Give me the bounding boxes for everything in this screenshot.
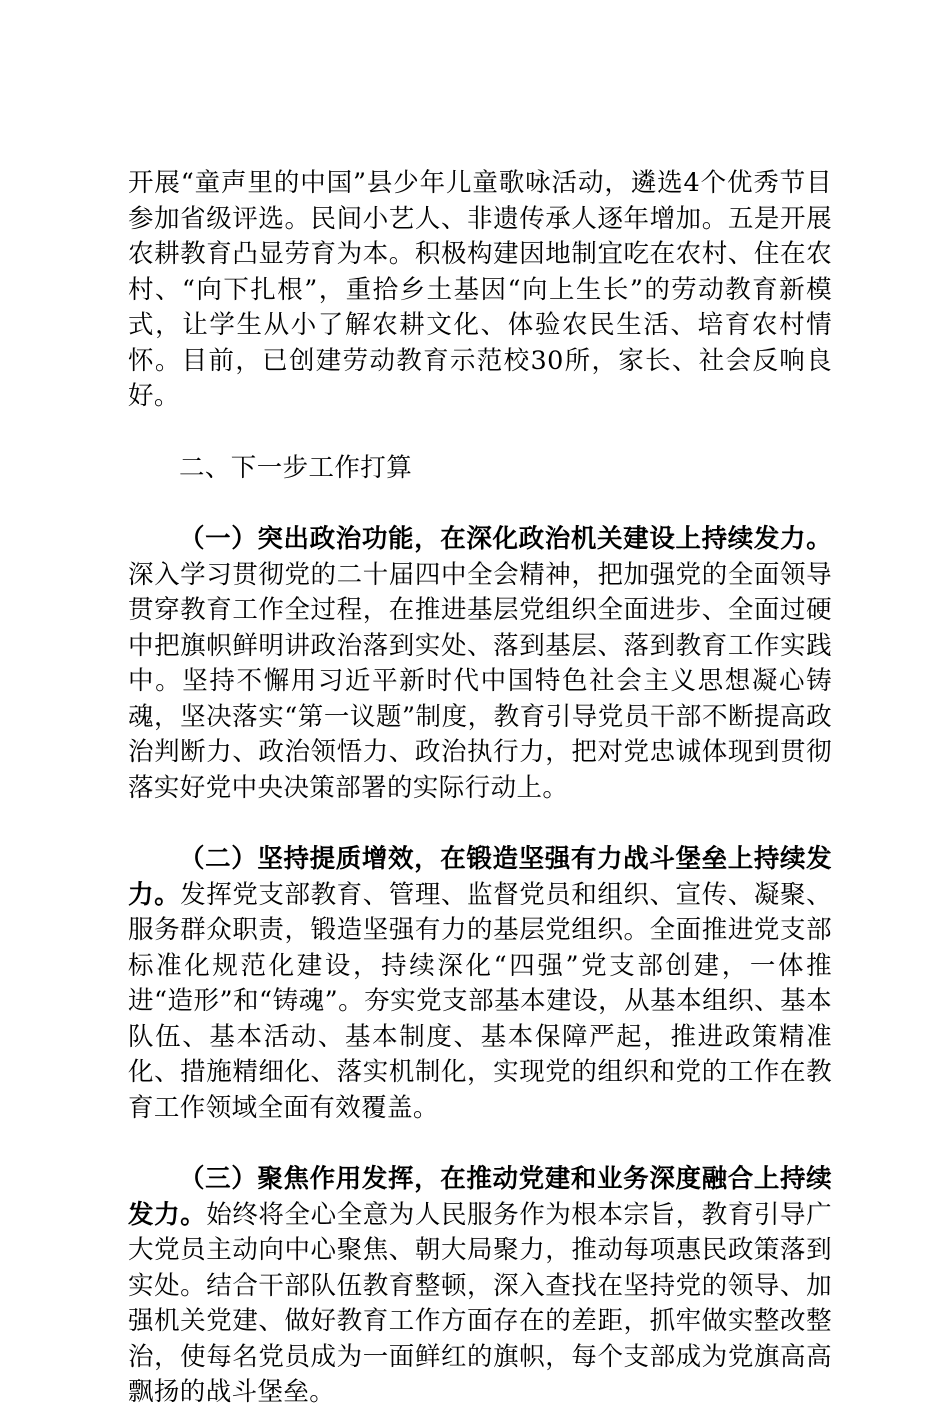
item-3-title: （三）聚焦作用发挥，在推动党建和业务深度融合上持续发力。 <box>128 1164 832 1230</box>
item-1-title: （一）突出政治功能，在深化政治机关建设上持续发力。 <box>179 524 832 554</box>
item-1-body: 深入学习贯彻党的二十届四中全会精神，把加强党的全面领导贯穿教育工作全过程，在推进基层党组织全面进步、全面过硬中把旗帜鲜明讲政治落到实处、落到基层、落到教育工作实践中。坚持不懈用习近平新时代中国特色社会主义思想凝心铸魂，坚决落实“第一议题”制度，教育引导党员干部不断提高政治判断力、政治领悟力、政治执行力，把对党忠诚体现到贯彻落实好党中央决策部署的实际行动上。 <box>128 559 832 803</box>
paragraph-item-3 <box>128 1162 832 1411</box>
item-2-body: 发挥党支部教育、管理、监督党员和组织、宣传、凝聚、服务群众职责，锻造坚强有力的基层党组织。全面推进党支部标准化规范化建设，持续深化“四强”党支部创建，一体推进“造形”和“铸魂”。夯实党支部基本建设，从基本组织、基本队伍、基本活动、基本制度、基本保障严起，推进政策精准化、措施精细化、落实机制化，实现党的组织和党的工作在教育工作领域全面有效覆盖。 <box>128 879 832 1123</box>
paragraph-item-2 <box>128 842 832 1126</box>
paragraph-item-1 <box>128 522 832 806</box>
section-heading: 二、下一步工作打算 <box>179 452 413 483</box>
paragraph-continuation: 开展“童声里的中国”县少年儿童歌咏活动，遴选4个优秀节目参加省级评选。民间小艺人、非遗传承人逐年增加。五是开展农耕教育凸显劳育为本。积极构建因地制宜吃在农村、住在农村、“向下扎根”，重拾乡土基因“向上生长”的劳动教育新模式，让学生从小了解农耕文化、体验农民生活、培育农村情怀。目前，已创建劳动教育示范校30所，家长、社会反响良好。 <box>128 168 832 411</box>
document-page <box>128 166 832 1411</box>
item-3-body: 始终将全心全意为人民服务作为根本宗旨，教育引导广大党员主动向中心聚焦、朝大局聚力，推动每项惠民政策落到实处。结合干部队伍教育整顿，深入查找在坚持党的领导、加强机关党建、做好教育工作方面存在的差距，抓牢做实整改整治，使每名党员成为一面鲜红的旗帜，每个支部成为党旗高高飘扬的战斗堡垒。 <box>128 1199 832 1407</box>
item-2-title: （二）坚持提质增效，在锻造坚强有力战斗堡垒上持续发力。 <box>128 844 832 910</box>
